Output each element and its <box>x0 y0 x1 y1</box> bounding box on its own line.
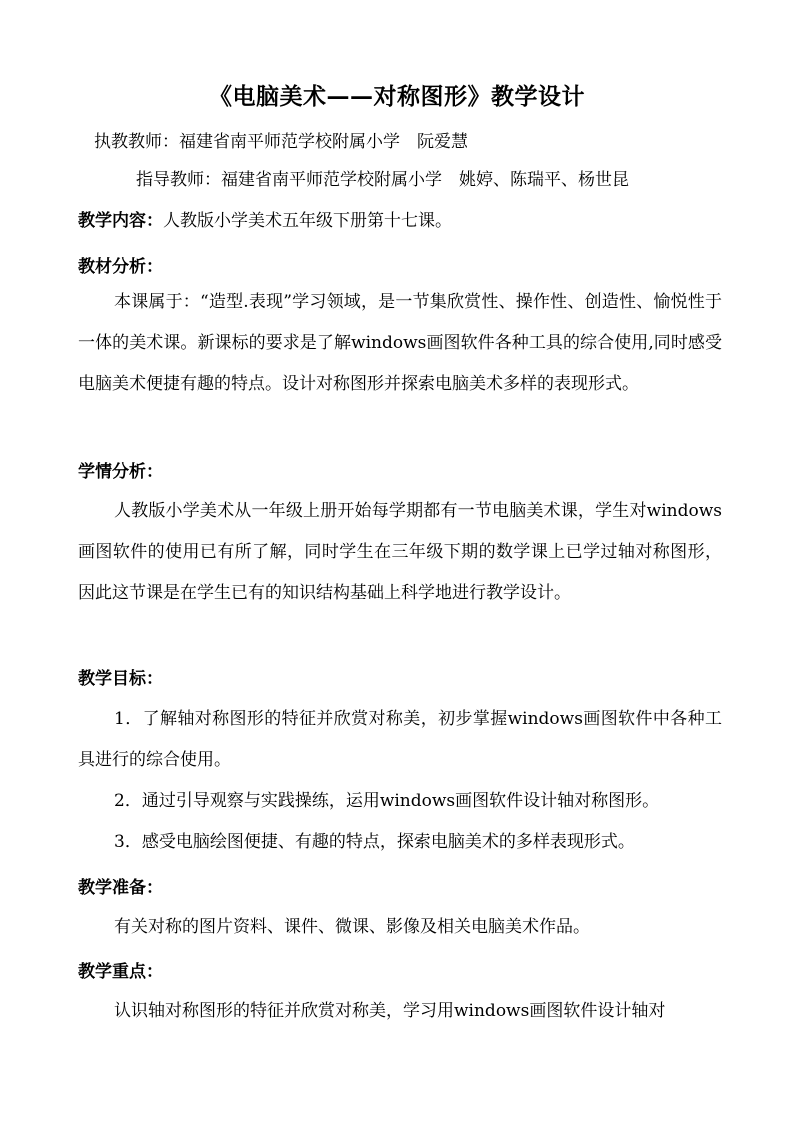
material-paragraph: 本课属于：“造型.表现”学习领域，是一节集欣赏性、操作性、创造性、愉悦性于一体的美术课。新课标的要求是了解windows画图软件各种工具的综合使用,同时感受电脑美术便捷有趣的特点。设计对称图形并探索电脑美术多样的表现形式。 <box>78 292 722 394</box>
teacher-line: 执教教师：福建省南平师范学校附属小学 阮爱慧 <box>94 132 468 152</box>
students-heading: 学情分析： <box>78 462 163 482</box>
goal-item-2: 2．通过引导观察与实践操练，运用windows画图软件设计轴对称图形。 <box>114 791 660 811</box>
prep-heading: 教学准备： <box>78 878 163 898</box>
document-title: 《电脑美术——对称图形》教学设计 <box>209 83 585 110</box>
goal-item-3: 3．感受电脑绘图便捷、有趣的特点，探索电脑美术的多样表现形式。 <box>114 832 635 852</box>
content-line <box>78 209 728 233</box>
focus-heading: 教学重点： <box>78 962 163 982</box>
goals-heading: 教学目标： <box>78 669 163 689</box>
advisors-line: 指导教师：福建省南平师范学校附属小学 姚婷、陈瑞平、杨世昆 <box>136 170 629 190</box>
content-text: 人教版小学美术五年级下册第十七课。 <box>163 211 452 231</box>
students-paragraph: 人教版小学美术从一年级上册开始每学期都有一节电脑美术课，学生对windows画图软件的使用已有所了解，同时学生在三年级下期的数学课上已学过轴对称图形，因此这节课是在学生已有的知识结构基础上科学地进行教学设计。 <box>78 501 722 603</box>
focus-paragraph: 认识轴对称图形的特征并欣赏对称美，学习用windows画图软件设计轴对 <box>114 1001 666 1021</box>
goal-item-1: 1．了解轴对称图形的特征并欣赏对称美，初步掌握windows画图软件中各种工具进行的综合使用。 <box>78 709 722 770</box>
material-heading: 教材分析： <box>78 257 163 277</box>
content-label: 教学内容： <box>78 211 163 231</box>
prep-paragraph: 有关对称的图片资料、课件、微课、影像及相关电脑美术作品。 <box>114 917 590 937</box>
